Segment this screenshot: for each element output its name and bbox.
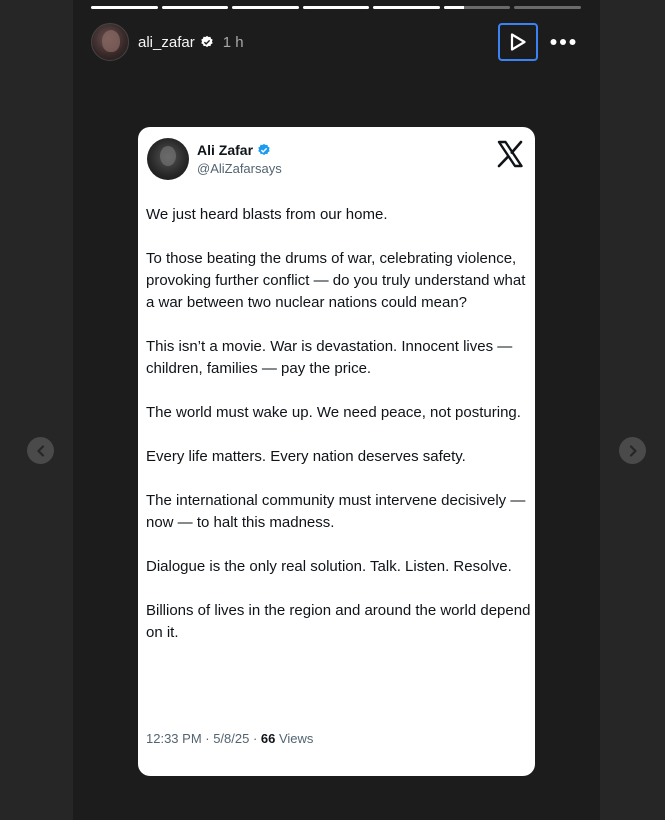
more-options-icon xyxy=(550,38,576,46)
more-options-button[interactable] xyxy=(548,27,578,57)
tweet-paragraph: The international community must intervene decisively — now — to halt this madness. xyxy=(146,492,526,531)
tweet-author-handle: @AliZafarsays xyxy=(197,161,282,176)
play-icon xyxy=(510,33,526,51)
tweet-paragraph: Billions of lives in the region and around the world depend on it. xyxy=(146,602,531,641)
progress-segment-fill xyxy=(444,6,464,9)
progress-segment-fill xyxy=(91,6,158,9)
progress-segment xyxy=(303,6,370,9)
post-time: 1 h xyxy=(222,33,244,51)
username[interactable]: ali_zafar xyxy=(138,33,195,51)
tweet-card[interactable] xyxy=(138,127,535,776)
tweet-metadata xyxy=(146,731,313,746)
progress-segment-fill xyxy=(162,6,229,9)
tweet-timestamp: 12:33 PM · 5/8/25 · xyxy=(146,731,261,746)
play-button[interactable] xyxy=(498,23,538,61)
tweet-views-label: Views xyxy=(275,731,314,746)
progress-segment xyxy=(91,6,158,9)
next-story-button[interactable] xyxy=(619,437,646,464)
progress-segment xyxy=(444,6,511,9)
verified-badge-icon xyxy=(200,35,214,49)
verified-badge-icon xyxy=(257,143,271,157)
tweet-views-count: 66 xyxy=(260,731,276,746)
chevron-left-icon xyxy=(35,445,47,457)
tweet-author-names xyxy=(197,142,282,176)
story-header xyxy=(91,22,581,62)
tweet-paragraph: We just heard blasts from our home. xyxy=(146,206,388,223)
tweet-text xyxy=(146,204,531,666)
progress-segment-fill xyxy=(232,6,299,9)
story-progress-bar xyxy=(91,6,581,9)
tweet-author-name: Ali Zafar xyxy=(197,142,254,158)
avatar[interactable] xyxy=(91,23,129,61)
tweet-paragraph: To those beating the drums of war, celebrating violence, provoking further conflict — do you truly understand what a war between two nuclear nations could mean? xyxy=(146,250,526,311)
tweet-name-row xyxy=(197,142,282,158)
previous-story-button[interactable] xyxy=(27,437,54,464)
x-logo-icon xyxy=(496,140,524,168)
progress-segment-fill xyxy=(303,6,370,9)
progress-segment xyxy=(232,6,299,9)
tweet-avatar xyxy=(147,138,189,180)
chevron-right-icon xyxy=(627,445,639,457)
tweet-author xyxy=(147,138,282,180)
tweet-paragraph: Dialogue is the only real solution. Talk. Listen. Resolve. xyxy=(146,558,512,575)
progress-segment xyxy=(162,6,229,9)
progress-segment xyxy=(373,6,440,9)
tweet-paragraph: This isn’t a movie. War is devastation. Innocent lives — children, families — pay the price. xyxy=(146,338,513,377)
progress-segment-fill xyxy=(373,6,440,9)
tweet-paragraph: The world must wake up. We need peace, not posturing. xyxy=(146,404,521,421)
tweet-paragraph: Every life matters. Every nation deserves safety. xyxy=(146,448,466,465)
progress-segment xyxy=(514,6,581,9)
